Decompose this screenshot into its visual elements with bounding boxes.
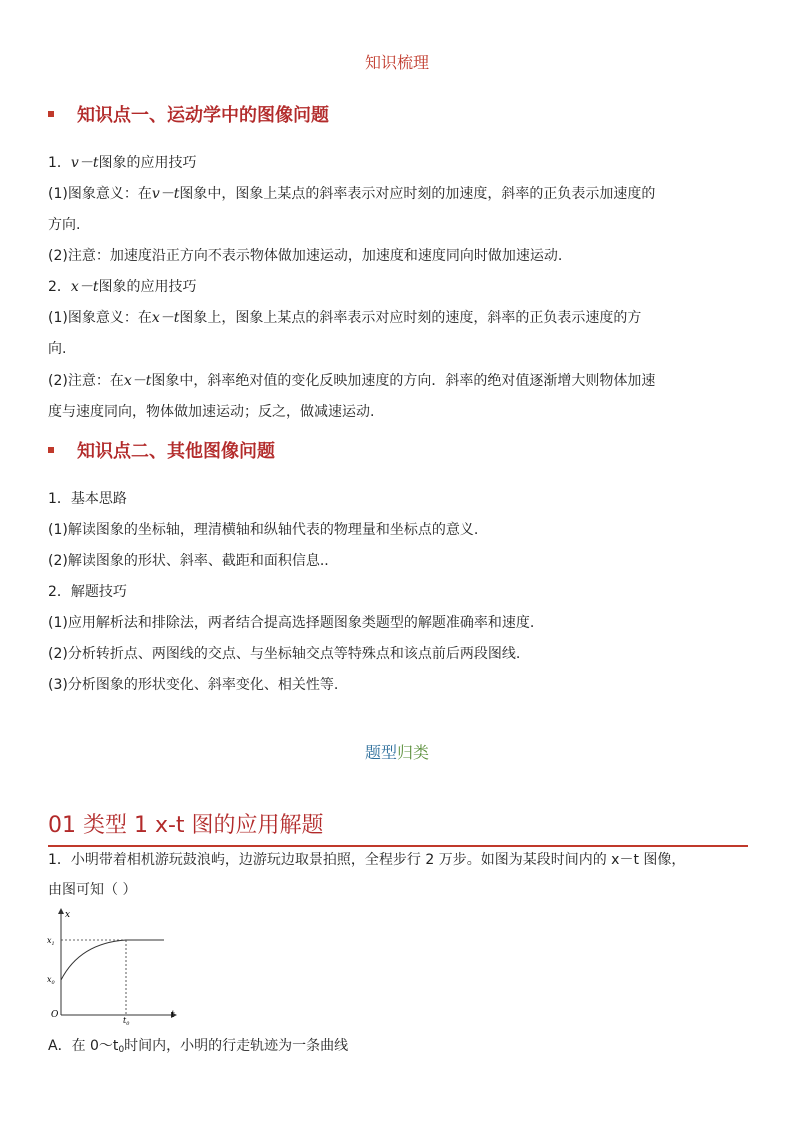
x1-subscript: 1	[51, 941, 55, 947]
page-title: 知识梳理	[364, 53, 429, 72]
t0-subscript: 0	[126, 1021, 130, 1027]
text: 图象中，斜率绝对值的变化反映加速度的方向．斜率的绝对值逐渐增大则物体加速	[151, 373, 656, 389]
kp1-line-8	[48, 371, 748, 391]
kp2-line-4: 2．解题技巧	[48, 584, 127, 600]
formula: x－t	[70, 279, 99, 295]
origin-label: O	[51, 1010, 59, 1020]
formula: x－t	[151, 310, 180, 326]
xt-graph	[40, 905, 190, 1027]
type1-heading: 01 类型 1 x-t 图的应用解题	[48, 808, 748, 847]
types-title-part1: 题型	[364, 743, 397, 762]
kp2-line-5: (1)应用解析法和排除法，两者结合提高选择题图象类题型的解题准确率和速度.	[48, 615, 535, 631]
kp2-heading	[48, 437, 275, 463]
types-title-part2: 归类	[397, 743, 430, 762]
text: 图象上，图象上某点的斜率表示对应时刻的速度，斜率的正负表示速度的方	[179, 310, 642, 326]
x1-label	[47, 936, 55, 947]
formula: x－t	[123, 373, 152, 389]
kp1-line-7: 向.	[48, 341, 67, 357]
kp1-heading-text: 知识点一、运动学中的图像问题	[77, 105, 329, 126]
formula: v－t	[70, 155, 99, 171]
kp2-line-6: (2)分析转折点、两图线的交点、与坐标轴交点等特殊点和该点前后两段图线.	[48, 646, 521, 662]
x0-subscript: 0	[51, 980, 55, 986]
kp2-heading-text: 知识点二、其他图像问题	[77, 441, 275, 462]
bullet-square-icon	[48, 447, 54, 453]
question1-line-2: 由图可知（ ）	[48, 882, 137, 898]
formula: v－t	[151, 186, 180, 202]
kp1-line-9: 度与速度同向，物体做加速运动；反之，做减速运动.	[48, 404, 375, 420]
x0-main: x	[47, 975, 52, 984]
text: 1．	[48, 155, 71, 171]
option-a-text: A．在 0～t	[48, 1038, 119, 1054]
kp1-line-6	[48, 308, 748, 328]
option-a-text-rest: 时间内，小明的行走轨迹为一条曲线	[124, 1038, 349, 1054]
xt-curve	[61, 940, 126, 980]
kp2-line-3: (2)解读图象的形状、斜率、截距和面积信息..	[48, 553, 329, 569]
x1-main: x	[47, 936, 52, 945]
t0-label	[123, 1016, 130, 1027]
option-a-subscript: 0	[118, 1045, 125, 1055]
kp1-line-5	[48, 277, 748, 297]
kp1-line-1	[48, 153, 748, 173]
kp2-line-1: 1．基本思路	[48, 491, 127, 507]
types-title	[0, 740, 794, 763]
text: 图象的应用技巧	[98, 155, 197, 171]
question1-line-1: 1．小明带着相机游玩鼓浪屿，边游玩边取景拍照，全程步行 2 万步。如图为某段时间内的 x－t 图像，	[48, 852, 686, 868]
text: 图象的应用技巧	[98, 279, 197, 295]
text: 2．	[48, 279, 71, 295]
text: 图象中，图象上某点的斜率表示对应时刻的加速度，斜率的正负表示加速度的	[179, 186, 656, 202]
kp1-heading	[48, 101, 329, 127]
x-axis-label: t	[171, 1010, 175, 1020]
text: (1)图象意义：在	[48, 310, 152, 326]
kp2-line-7: (3)分析图象的形状变化、斜率变化、相关性等.	[48, 677, 339, 693]
bullet-square-icon	[48, 111, 54, 117]
text: (1)图象意义：在	[48, 186, 152, 202]
x0-label	[47, 975, 56, 986]
question1-option-a[interactable]	[48, 1036, 758, 1060]
t0-main: t	[123, 1016, 127, 1025]
kp2-line-2: (1)解读图象的坐标轴，理清横轴和纵轴代表的物理量和坐标点的意义.	[48, 522, 479, 538]
y-axis-label: x	[65, 910, 71, 920]
kp1-line-3: 方向.	[48, 217, 81, 233]
text: (2)注意：在	[48, 373, 124, 389]
kp1-line-2	[48, 184, 748, 204]
kp1-line-4: (2)注意：加速度沿正方向不表示物体做加速运动，加速度和速度同向时做加速运动.	[48, 248, 563, 264]
